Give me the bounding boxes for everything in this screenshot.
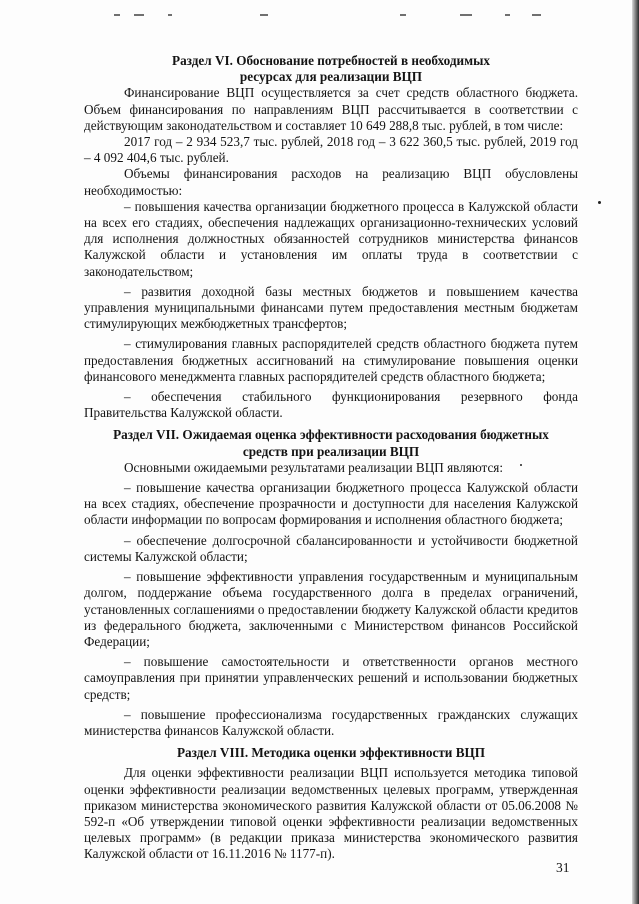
list-item: – повышение эффективности управления государственным и муниципальным долгом, поддержание объема государственного долга в пределах ограничений, установленных соглашениями о предоставлении бюджету Калужской области кредитов из федерального бюджета, заключенными с Министерством финансов Российской Федерации; (84, 569, 578, 649)
section-6-title-line-2: ресурсах для реализации ВЦП (239, 69, 423, 85)
list-item: – обеспечения стабильного функционирования резервного фонда Правительства Калужской области. (84, 389, 578, 421)
page-number: 31 (556, 860, 570, 875)
section-6-title-line-1: Раздел VI. Обоснование потребностей в необходимых (172, 53, 490, 68)
list-item: – развития доходной базы местных бюджетов и повышением качества управления муниципальными финансами путем предоставления местным бюджетам стимулирующих межбюджетных трансфертов; (84, 283, 578, 332)
list-item: – обеспечение долгосрочной сбалансированности и устойчивости бюджетной системы Калужской области; (84, 532, 578, 564)
list-item: – повышение профессионализма государственных гражданских служащих министерства финансов Калужской области. (84, 706, 578, 738)
list-item: – стимулирования главных распорядителей средств областного бюджета путем предоставления бюджетных ассигнований на стимулирование повышения оценки финансового менеджмента главных распорядителей средств областного бюджета; (84, 336, 578, 384)
paragraph: Финансирование ВЦП осуществляется за счет средств областного бюджета. Объем финансирования по направлениям ВЦП рассчитывается в соответствии с действующим законодательством и составляет 10 649 288,8 тыс. рублей, в том числе: (84, 85, 578, 133)
section-7-title-line-2: средств при реализации ВЦП (242, 443, 420, 459)
scan-edge-shadow (632, 0, 639, 904)
scan-top-marks (100, 14, 560, 20)
section-8-title: Раздел VIII. Методика оценки эффективности ВЦП (176, 745, 486, 761)
section-7-title-line-1: Раздел VII. Ожидаемая оценка эффективности расходования бюджетных (113, 427, 549, 443)
list-item: – повышения качества организации бюджетного процесса в Калужской области на всех его стадиях, обеспечения надлежащих организационно-технических условий для исполнения должностных обязанностей сотрудников министерства финансов Калужской области и установления им оплаты труда в соответствии с законодательством; (84, 198, 578, 279)
list-item: – повышение самостоятельности и ответственности органов местного самоуправления при принятии управленческих решений и использовании бюджетных средств; (84, 654, 578, 702)
paragraph: Объемы финансирования расходов на реализацию ВЦП обусловлены необходимостью: (84, 166, 578, 198)
paragraph: 2017 год – 2 934 523,7 тыс. рублей, 2018 год – 3 622 360,5 тыс. рублей, 2019 год – 4 092 404,6 тыс. рублей. (84, 134, 578, 166)
paragraph: Для оценки эффективности реализации ВЦП используется методика типовой оценки эффективности реализации ведомственных целевых программ, утвержденная приказом министерства экономического развития Калужской области от 05.06.2008 № 592-п «Об утверждении типовой оценки эффективности реализации ведомственных целевых программ» (в редакции приказа министерства экономического развития Калужской области от 16.11.2016 № 1177-п). (84, 765, 578, 862)
scan-speck (598, 201, 601, 204)
document-body (84, 53, 578, 863)
list-item: – повышение качества организации бюджетного процесса Калужской области на всех стадиях, обеспечение прозрачности и доступности для населения Калужской области информации по вопросам формирования и исполнения областного бюджета; (84, 480, 578, 528)
paragraph: Основными ожидаемыми результатами реализации ВЦП являются: (124, 459, 504, 475)
